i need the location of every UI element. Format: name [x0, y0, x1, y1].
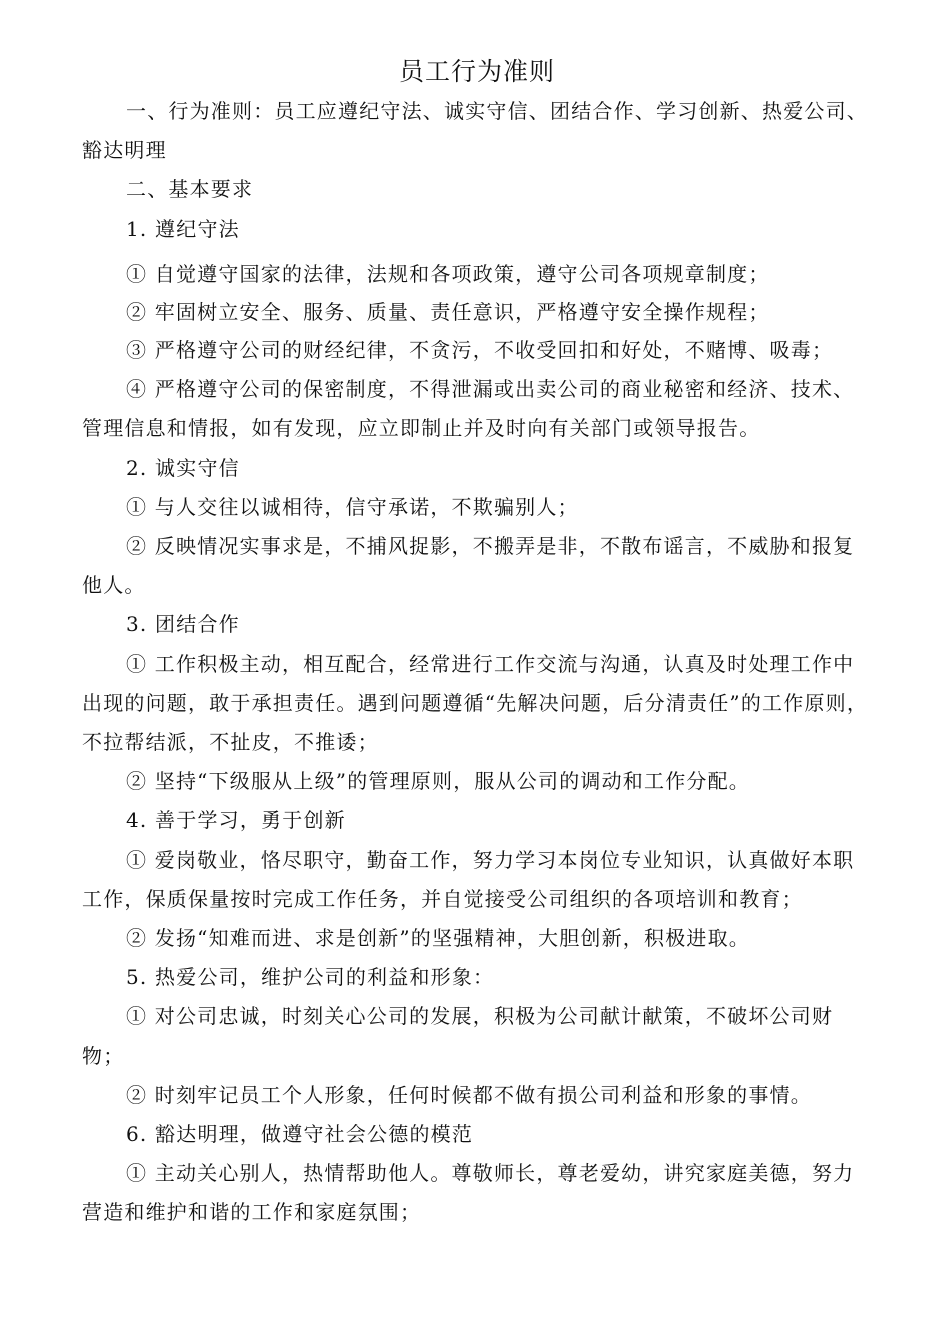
list-item: ② 牢固树立安全、服务、质量、责任意识，严格遵守安全操作规程； [126, 300, 770, 325]
list-item: ② 坚持“下级服从上级”的管理原则，服从公司的调动和工作分配。 [126, 769, 751, 794]
list-item: ① 对公司忠诚，时刻关心公司的发展，积极为公司献计献策，不破坏公司财物； [82, 1004, 834, 1068]
section-heading-law: 1. 遵纪守法 [126, 216, 240, 241]
list-item: ① 工作积极主动，相互配合，经常进行工作交流与沟通，认真及时处理工作中出现的问题，敢于承担责任。遇到问题遵循“先解决问题，后分清责任”的工作原则，不拉帮结派，不扯皮，不推诿； [82, 651, 869, 755]
list-item: ① 与人交往以诚相待，信守承诺，不欺骗别人； [126, 494, 579, 519]
list-item: ② 时刻牢记员工个人形象，任何时候都不做有损公司利益和形象的事情。 [126, 1082, 812, 1107]
section-heading-teamwork: 3. 团结合作 [126, 612, 240, 637]
section-heading-honesty: 2. 诚实守信 [126, 455, 240, 480]
paragraph-code-of-conduct: 一、行为准则：员工应遵纪守法、诚实守信、团结合作、学习创新、热爱公司、豁达明理 [82, 99, 868, 163]
document-title: 员工行为准则 [398, 57, 555, 86]
list-item: ② 发扬“知难而进、求是创新”的坚强精神，大胆创新，积极进取。 [126, 926, 751, 951]
paragraph-basic-requirements: 二、基本要求 [126, 177, 254, 202]
list-item: ② 反映情况实事求是，不捕风捉影，不搬弄是非，不散布谣言，不威胁和报复他人。 [82, 534, 855, 598]
list-item: ① 自觉遵守国家的法律，法规和各项政策，遵守公司各项规章制度； [126, 261, 770, 286]
list-item: ④ 严格遵守公司的保密制度，不得泄漏或出卖公司的商业秘密和经济、技术、管理信息和情报，如有发现，应立即制止并及时向有关部门或领导报告。 [82, 377, 855, 441]
section-heading-open-minded: 6. 豁达明理，做遵守社会公德的模范 [126, 1122, 474, 1147]
list-item: ③ 严格遵守公司的财经纪律，不贪污，不收受回扣和好处，不赌博、吸毒； [126, 338, 834, 363]
section-heading-love-company: 5. 热爱公司，维护公司的利益和形象： [126, 965, 495, 990]
list-item: ① 爱岗敬业，恪尽职守，勤奋工作，努力学习本岗位专业知识，认真做好本职工作，保质保量按时完成工作任务，并自觉接受公司组织的各项培训和教育； [82, 847, 855, 911]
list-item: ① 主动关心别人，热情帮助他人。尊敬师长，尊老爱幼，讲究家庭美德，努力营造和维护和谐的工作和家庭氛围； [82, 1161, 855, 1225]
section-heading-learning: 4. 善于学习，勇于创新 [126, 808, 346, 833]
